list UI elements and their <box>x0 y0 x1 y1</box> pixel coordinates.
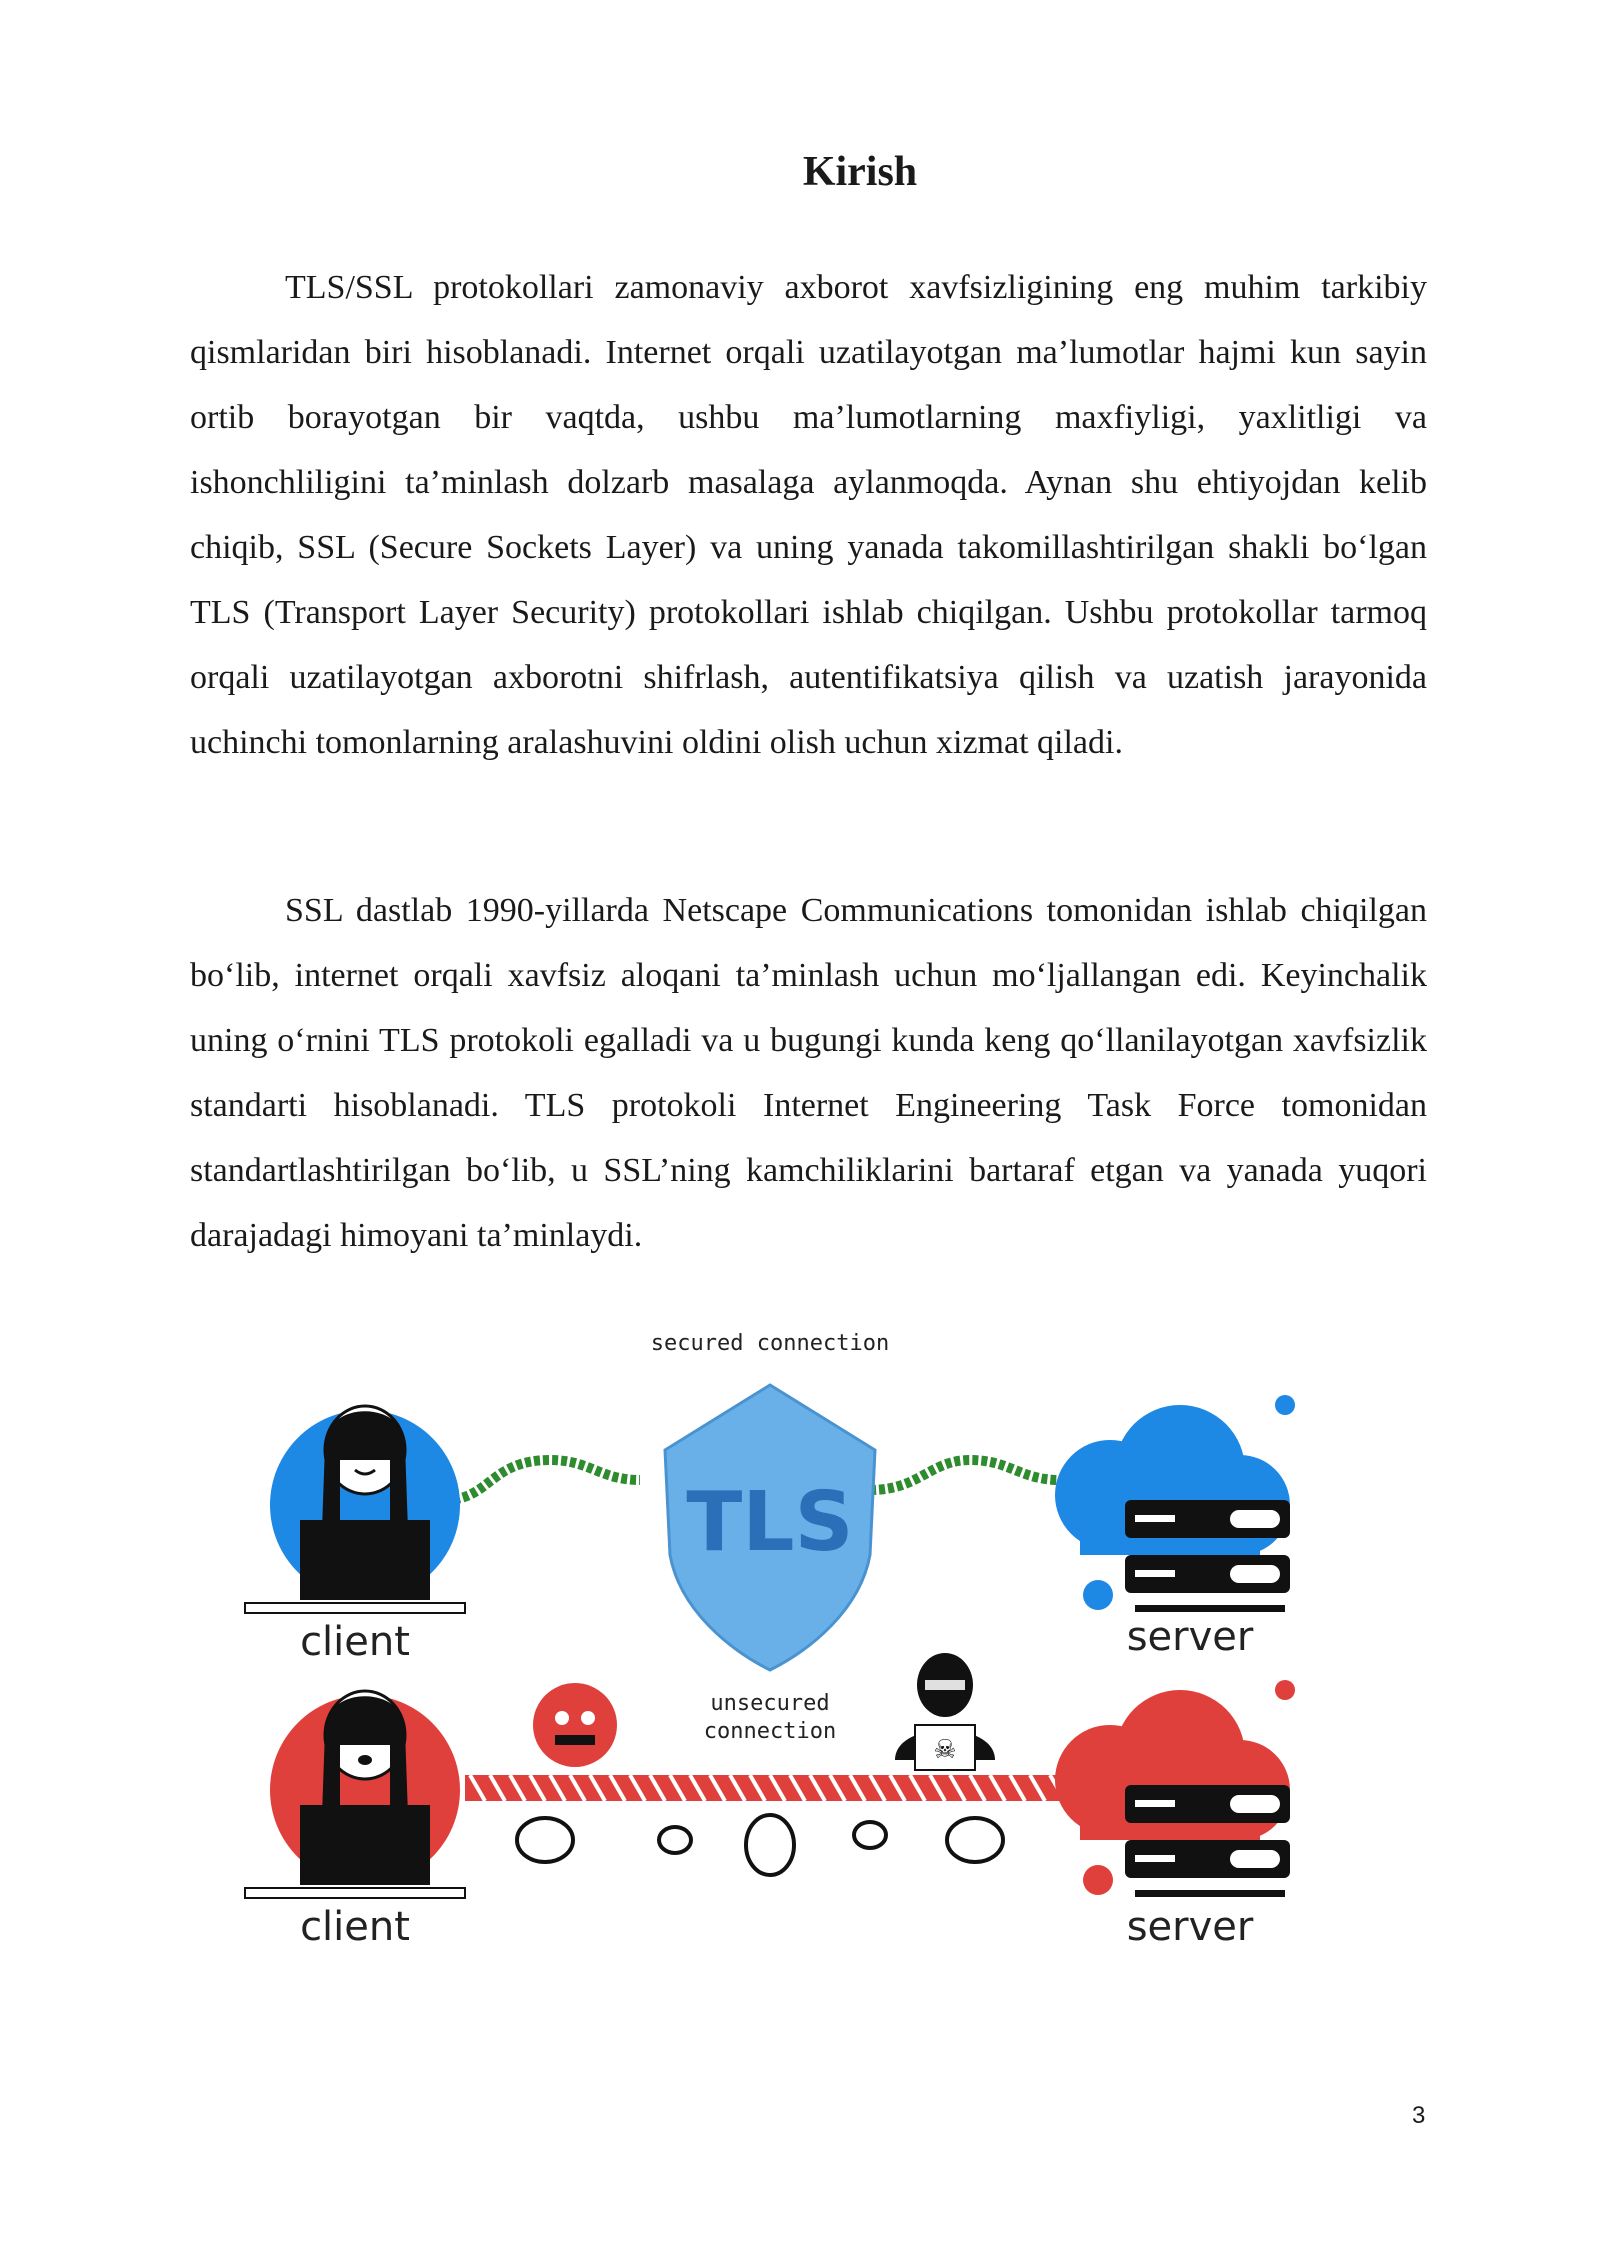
secured-connection-line <box>445 1460 640 1500</box>
hacker-icon <box>895 1653 995 1770</box>
paragraph-2: SSL dastlab 1990-yillarda Netscape Communications tomonidan ishlab chiqilgan bo‘lib, internet orqali xavfsiz aloqani ta’minlash uchun mo‘ljallangan edi. Keyinchalik uning o‘rnini TLS protokoli egalladi va u bugungi kunda keng qo‘llanilayotgan xavfsizlik standarti hisoblanadi. TLS protokoli Internet Engineering Task Force tomonidan standartlashtirilgan bo‘lib, u SSL’ning kamchiliklarini bartaraf etgan va yanada yuqori darajadagi himoyani ta’minlaydi. <box>190 892 1427 1254</box>
virus-monster-icon <box>533 1683 617 1767</box>
secured-connection-line-right <box>870 1460 1060 1490</box>
server-label-top: server <box>1126 1614 1254 1660</box>
bug-icon <box>517 1815 1003 1875</box>
tls-illustration <box>230 1320 1380 1980</box>
woman-client-icon <box>245 1406 465 1613</box>
client-label-bottom: client <box>300 1904 410 1950</box>
svg-text:☠: ☠ <box>933 1735 957 1765</box>
client-label-top: client <box>300 1619 410 1665</box>
woman-client-icon-bottom <box>245 1691 465 1898</box>
unsecured-label-line1: unsecured <box>710 1691 830 1716</box>
page-title: Kirish <box>802 149 918 195</box>
paragraph-1: TLS/SSL protokollari zamonaviy axborot xavfsizligining eng muhim tarkibiy qismlaridan biri hisoblanadi. Internet orqali uzatilayotgan ma’lumotlar hajmi kun sayin ortib borayotgan bir vaqtda, ushbu ma’lumotlarning maxfiyligi, yaxlitligi va ishonchliligini ta’minlash dolzarb masalaga aylanmoqda. Aynan shu ehtiyojdan kelib chiqib, SSL (Secure Sockets Layer) va uning yanada takomillashtirilgan shakli bo‘lgan TLS (Transport Layer Security) protokollari ishlab chiqilgan. Ushbu protokollar tarmoq orqali uzatilayotgan axborotni shifrlash, autentifikatsiya qilish va uzatish jarayonida uchinchi tomonlarning aralashuvini oldini olish uchun xizmat qiladi. <box>190 269 1427 761</box>
cloud-server-icon-top <box>1055 1395 1295 1612</box>
shield-icon <box>665 1385 875 1670</box>
cloud-server-icon-bottom <box>1055 1680 1295 1897</box>
server-label-bottom: server <box>1126 1904 1254 1950</box>
shield-tls-text: TLS <box>686 1475 854 1570</box>
secured-connection-label: secured connection <box>650 1331 890 1356</box>
unsecured-label-line2: connection <box>703 1719 837 1744</box>
page-number: 3 <box>1412 2102 1426 2129</box>
